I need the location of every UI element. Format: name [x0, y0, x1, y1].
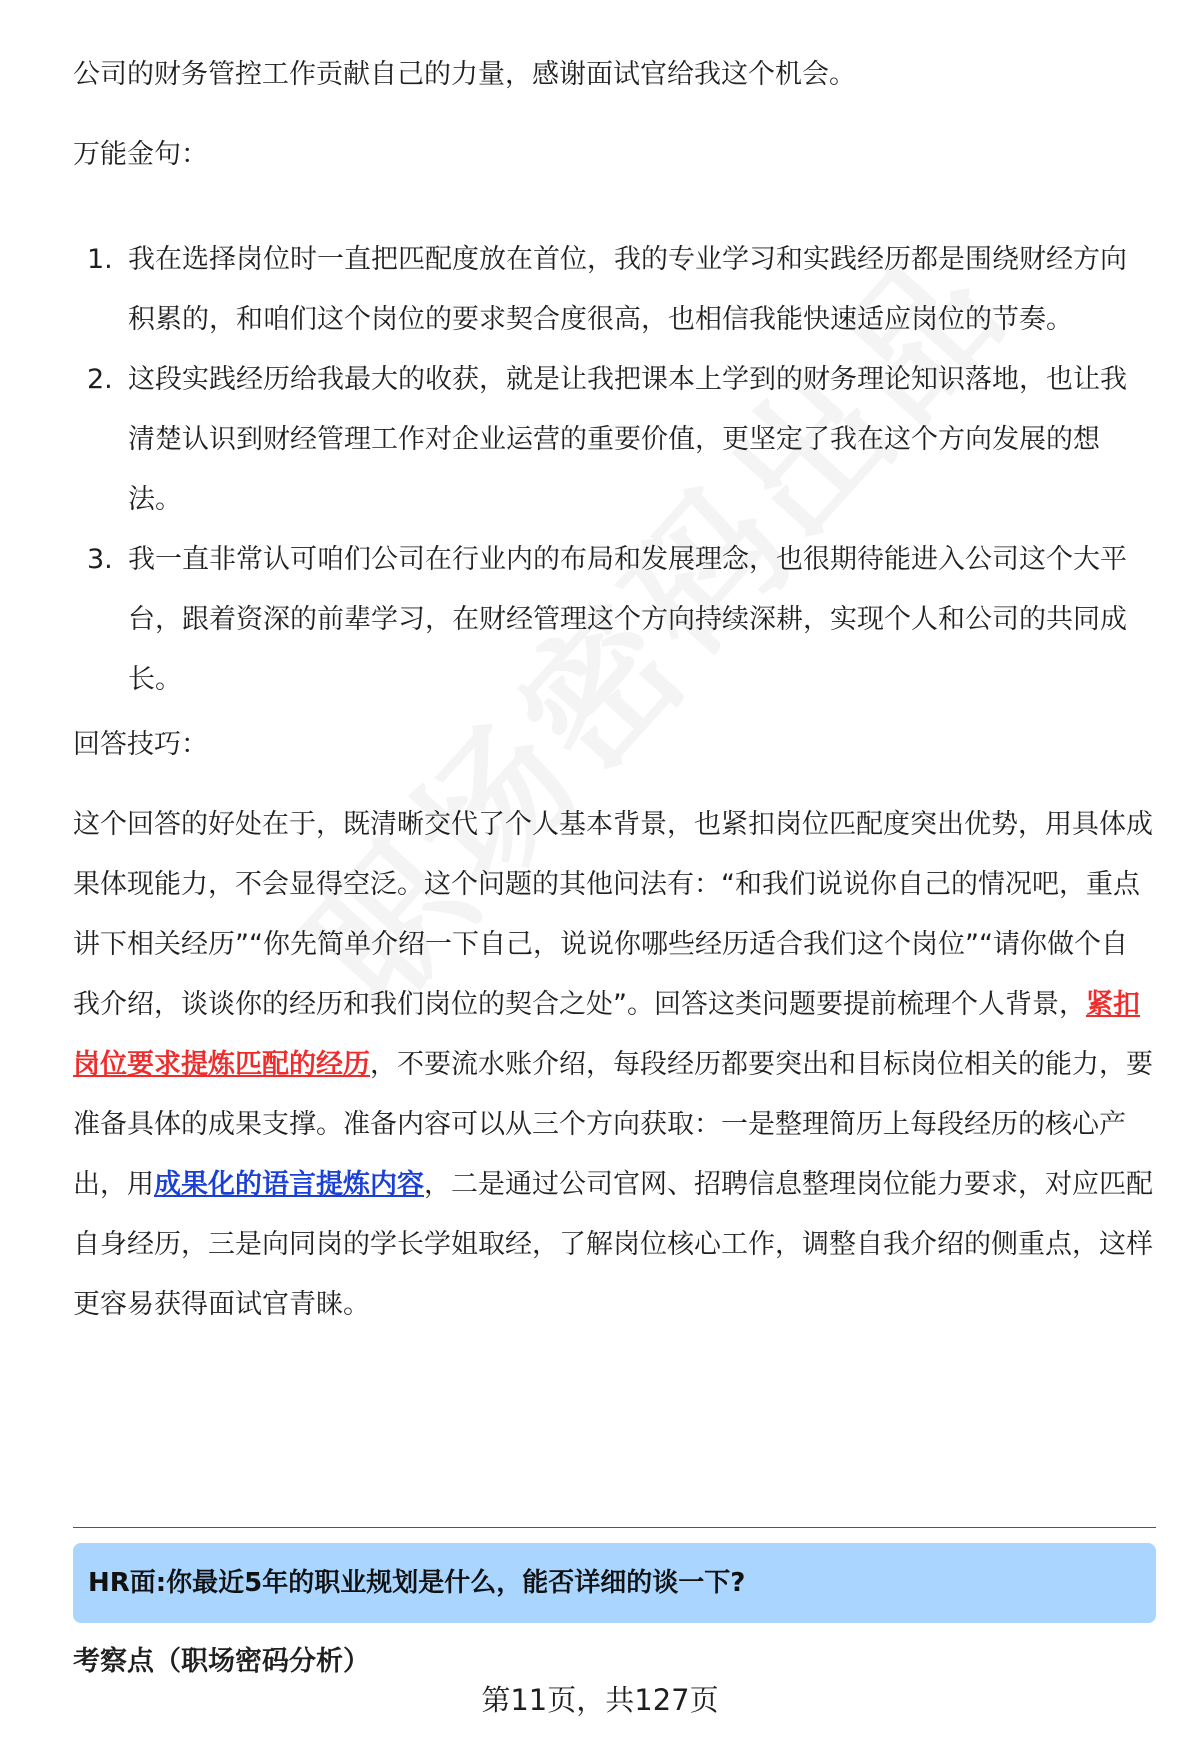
answer-tips-heading: 回答技巧： [73, 729, 208, 760]
list-item-text: 我在选择岗位时一直把匹配度放在首位，我的专业学习和实践经历都是围绕财经方向积累的，和咱们这个岗位的要求契合度很高，也相信我能快速适应岗位的节奏。 [128, 244, 1127, 335]
tips-text-2: ，不要流水账介绍，每段经历都要突出和目标岗位相关的能力，要准备具体的成果支撑。准备内容可以从三个方向获取：一是整理简历上每段经历的核心产出，用 [73, 1049, 1153, 1200]
section-divider [73, 1527, 1156, 1528]
answer-tips-paragraph [73, 795, 1153, 1335]
tips-text-1: 这个回答的好处在于，既清晰交代了个人基本背景，也紧扣岗位匹配度突出优势，用具体成果体现能力，不会显得空泛。这个问题的其他问法有：“和我们说说你自己的情况吧，重点讲下相关经历”“你先简单介绍一下自己，说说你哪些经历适合我们这个岗位”“请你做个自我介绍，谈谈你的经历和我们岗位的契合之处”。回答这类问题要提前梳理个人背景， [73, 809, 1153, 1020]
list-item-text: 我一直非常认可咱们公司在行业内的布局和发展理念，也很期待能进入公司这个大平台，跟着资深的前辈学习，在财经管理这个方向持续深耕，实现个人和公司的共同成长。 [128, 544, 1127, 695]
highlight-red: 紧扣岗位要求提炼匹配的经历 [73, 989, 1140, 1080]
intro-tail-paragraph: 公司的财务管控工作贡献自己的力量，感谢面试官给我这个机会。 [73, 59, 856, 90]
list-item-text: 这段实践经历给我最大的收获，就是让我把课本上学到的财务理论知识落地，也让我清楚认识到财经管理工作对企业运营的重要价值，更坚定了我在这个方向发展的想法。 [128, 364, 1127, 515]
question-banner: HR面:你最近5年的职业规划是什么，能否详细的谈一下? [73, 1543, 1156, 1623]
page-footer: 第11页，共127页 [481, 1683, 719, 1717]
list-item-number: 2. [87, 364, 113, 395]
section-label: 考察点（职场密码分析） [73, 1646, 370, 1677]
tips-text-3: ，二是通过公司官网、招聘信息整理岗位能力要求，对应匹配自身经历，三是向同岗的学长学姐取经，了解岗位核心工作，调整自我介绍的侧重点，这样更容易获得面试官青睐。 [73, 1169, 1153, 1320]
list-item [73, 230, 1153, 350]
highlight-blue: 成果化的语言提炼内容 [154, 1169, 424, 1200]
list-item [73, 530, 1153, 710]
golden-sentences-heading: 万能金句： [73, 139, 208, 170]
list-item [73, 350, 1153, 530]
list-item-number: 1. [87, 244, 113, 275]
list-item-number: 3. [87, 544, 113, 575]
golden-sentences-list [73, 230, 1153, 710]
